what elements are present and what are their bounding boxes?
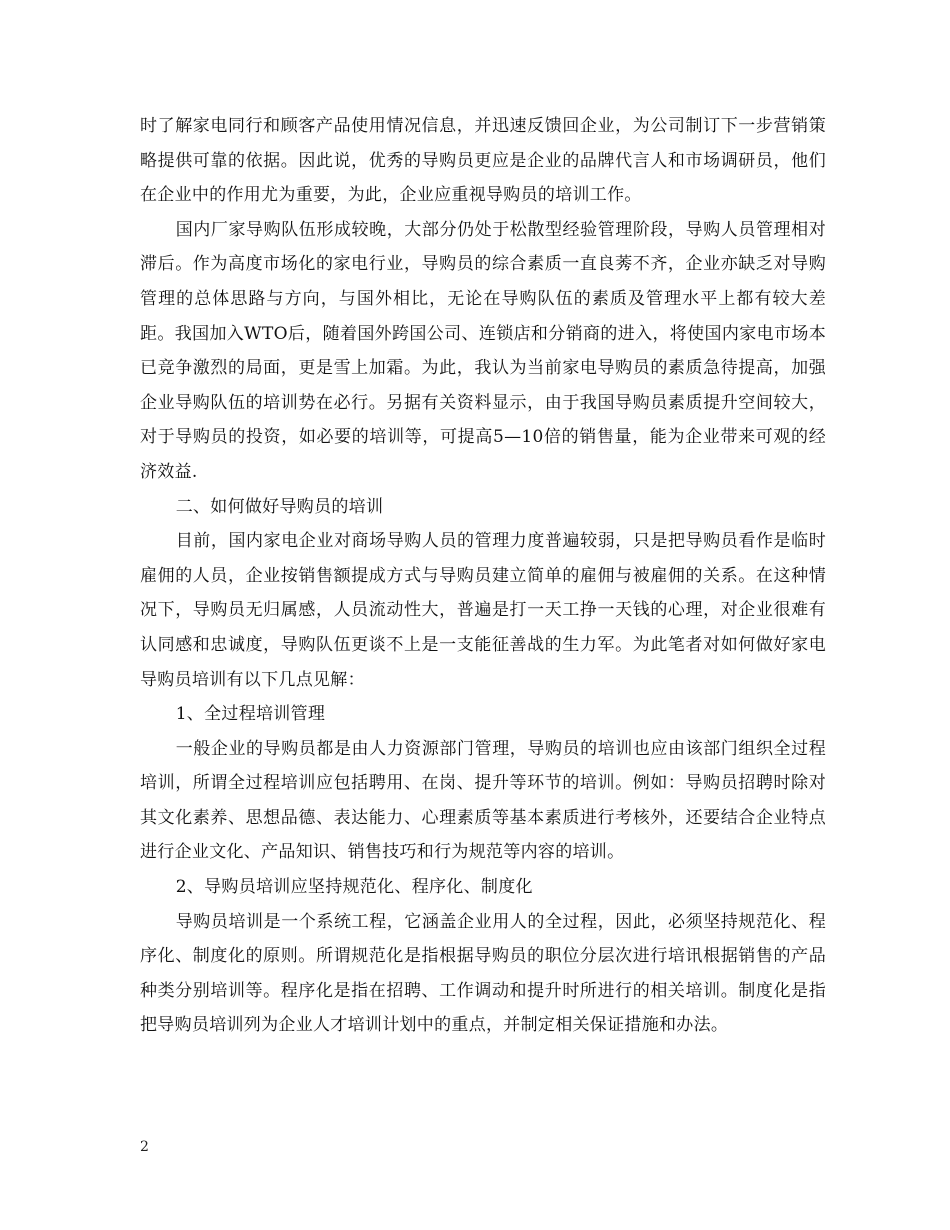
paragraph-continuation: 时了解家电同行和顾客产品使用情况信息，并迅速反馈回企业，为公司制订下一步营销策略提供可靠的依据。因此说，优秀的导购员更应是企业的品牌代言人和市场调研员，他们在企业中的作用尤为重要，为此，企业应重视导购员的培训工作。	[140, 116, 826, 206]
section-heading-how-to-train: 二、如何做好导购员的培训	[175, 496, 384, 517]
paragraph-domestic-guide-team: 国内厂家导购队伍形成较晚，大部分仍处于松散型经验管理阶段，导购人员管理相对滞后。作为高度市场化的家电行业，导购员的综合素质一直良莠不齐，企业亦缺乏对导购管理的总体思路与方向，与国外相比，无论在导购队伍的素质及管理水平上都有较大差距。我国加入WTO后，随着国外跨国公司、连锁店和分销商的进入，将使国内家电市场本已竞争激烈的局面，更是雪上加霜。为此，我认为当前家电导购员的素质急待提高，加强企业导购队伍的培训势在必行。另据有关资料显示，由于我国导购员素质提升空间较大，对于导购员的投资，如必要的培训等，可提高5—10倍的销售量，能为企业带来可观的经济效益.	[140, 219, 826, 482]
page-number: 2	[140, 1139, 149, 1155]
document-body	[140, 109, 826, 1043]
paragraph-full-process-training: 一般企业的导购员都是由人力资源部门管理，导购员的培训也应由该部门组织全过程培训，所谓全过程培训应包括聘用、在岗、提升等环节的培训。例如：导购员招聘时除对其文化素养、思想品德、表达能力、心理素质等基本素质进行考核外，还要结合企业特点进行企业文化、产品知识、销售技巧和行为规范等内容的培训。	[140, 738, 826, 863]
paragraph-current-situation: 目前，国内家电企业对商场导购人员的管理力度普遍较弱，只是把导购员看作是临时雇佣的人员，企业按销售额提成方式与导购员建立简单的雇佣与被雇佣的关系。在这种情况下，导购员无归属感，人员流动性大，普遍是打一天工挣一天钱的心理，对企业很难有认同感和忠诚度，导购队伍更谈不上是一支能征善战的生力军。为此笔者对如何做好家电导购员培训有以下几点见解：	[140, 531, 826, 690]
subheading-standardization: 2、导购员培训应坚持规范化、程序化、制度化	[175, 877, 533, 898]
paragraph-standardization: 导购员培训是一个系统工程，它涵盖企业用人的全过程，因此，必须坚持规范化、程序化、制度化的原则。所谓规范化是指根据导购员的职位分层次进行培讯根据销售的产品种类分别培训等。程序化是指在招聘、工作调动和提升时所进行的相关培训。制度化是指把导购员培训列为企业人才培训计划中的重点，并制定相关保证措施和办法。	[140, 911, 826, 1036]
subheading-full-process-training: 1、全过程培训管理	[175, 704, 326, 725]
